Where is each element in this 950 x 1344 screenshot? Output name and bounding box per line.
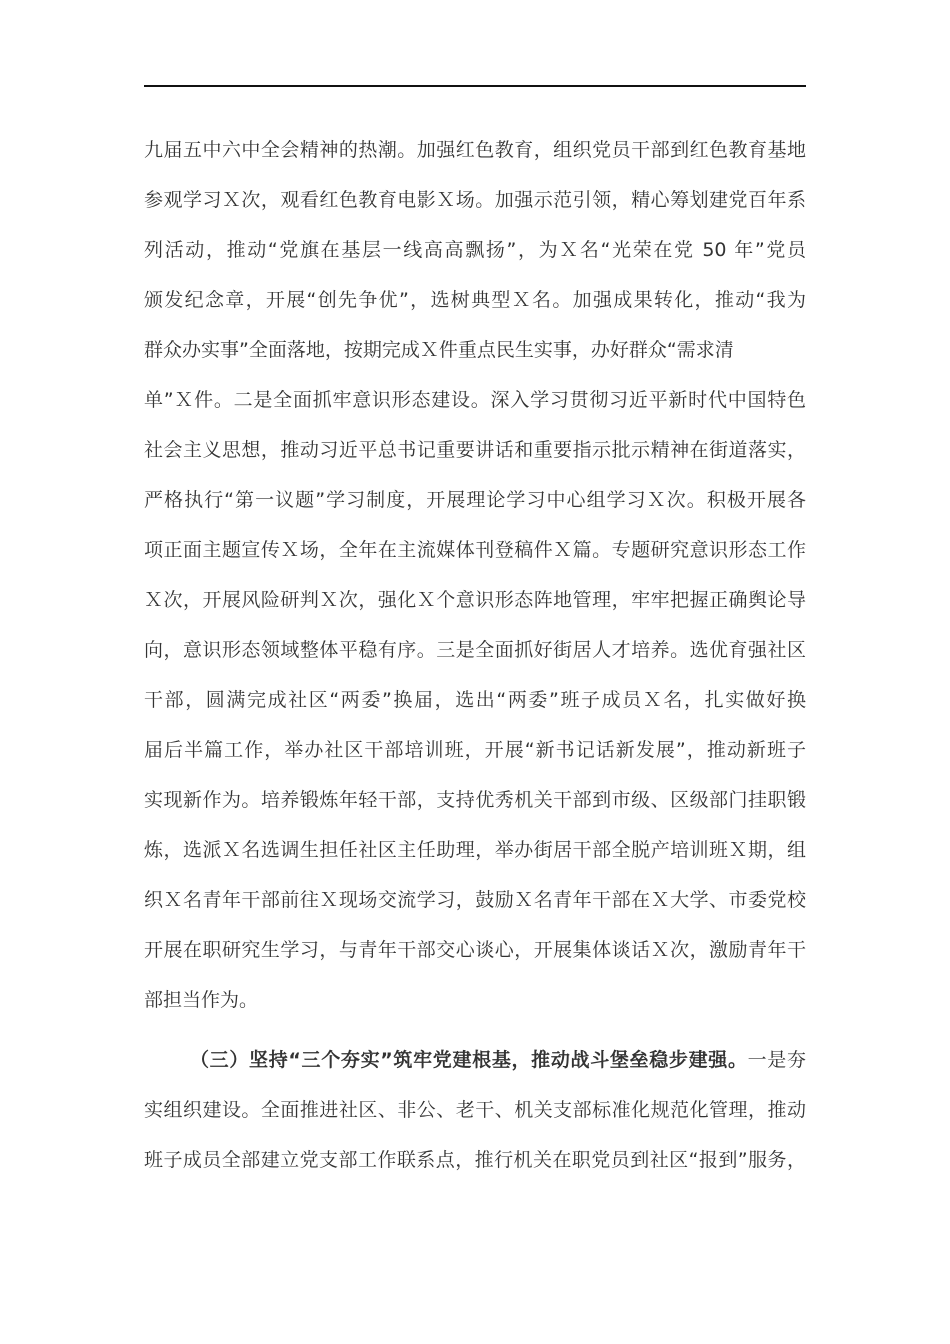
section-heading-line	[190, 1045, 806, 1075]
header-rule	[144, 85, 806, 87]
body-line: 参观学习Ｘ次，观看红色教育电影Ｘ场。加强示范引领，精心筹划建党百年系	[144, 189, 806, 211]
section-heading-continuation: 一是夯	[747, 1049, 806, 1071]
body-line: 项正面主题宣传Ｘ场，全年在主流媒体刊登稿件Ｘ篇。专题研究意识形态工作	[144, 539, 806, 561]
body-line: 干部，圆满完成社区“两委”换届，选出“两委”班子成员Ｘ名，扎实做好换	[144, 689, 806, 711]
body-line: 届后半篇工作，举办社区干部培训班，开展“新书记话新发展”，推动新班子	[144, 739, 806, 761]
body-line: 单”Ｘ件。二是全面抓牢意识形态建设。深入学习贯彻习近平新时代中国特色	[144, 389, 806, 411]
body-line: 织Ｘ名青年干部前往Ｘ现场交流学习，鼓励Ｘ名青年干部在Ｘ大学、市委党校	[144, 889, 806, 911]
body-line: 实现新作为。培养锻炼年轻干部，支持优秀机关干部到市级、区级部门挂职锻	[144, 789, 806, 811]
body-line: 九届五中六中全会精神的热潮。加强红色教育，组织党员干部到红色教育基地	[144, 139, 806, 161]
body-line: 炼，选派Ｘ名选调生担任社区主任助理，举办街居干部全脱产培训班Ｘ期，组	[144, 839, 806, 861]
body-line: 列活动，推动“党旗在基层一线高高飘扬”，为Ｘ名“光荣在党 50 年”党员	[144, 239, 806, 261]
body-line: 颁发纪念章，开展“创先争优”，选树典型Ｘ名。加强成果转化，推动“我为	[144, 289, 806, 311]
body-line: 实组织建设。全面推进社区、非公、老干、机关支部标准化规范化管理，推动	[144, 1099, 806, 1121]
body-line: 严格执行“第一议题”学习制度，开展理论学习中心组学习Ｘ次。积极开展各	[144, 489, 806, 511]
body-line: 向，意识形态领域整体平稳有序。三是全面抓好街居人才培养。选优育强社区	[144, 639, 806, 661]
section-heading: （三）坚持“三个夯实”筑牢党建根基，推动战斗堡垒稳步建强。	[190, 1049, 748, 1071]
body-line: 群众办实事”全面落地，按期完成Ｘ件重点民生实事，办好群众“需求清	[144, 339, 734, 361]
body-line: Ｘ次，开展风险研判Ｘ次，强化Ｘ个意识形态阵地管理，牢牢把握正确舆论导	[144, 589, 806, 611]
body-line: 班子成员全部建立党支部工作联系点，推行机关在职党员到社区“报到”服务，	[144, 1149, 806, 1171]
body-line: 开展在职研究生学习，与青年干部交心谈心，开展集体谈话Ｘ次，激励青年干	[144, 939, 806, 961]
body-line: 社会主义思想，推动习近平总书记重要讲话和重要指示批示精神在街道落实，	[144, 439, 806, 461]
body-line: 部担当作为。	[144, 989, 259, 1011]
